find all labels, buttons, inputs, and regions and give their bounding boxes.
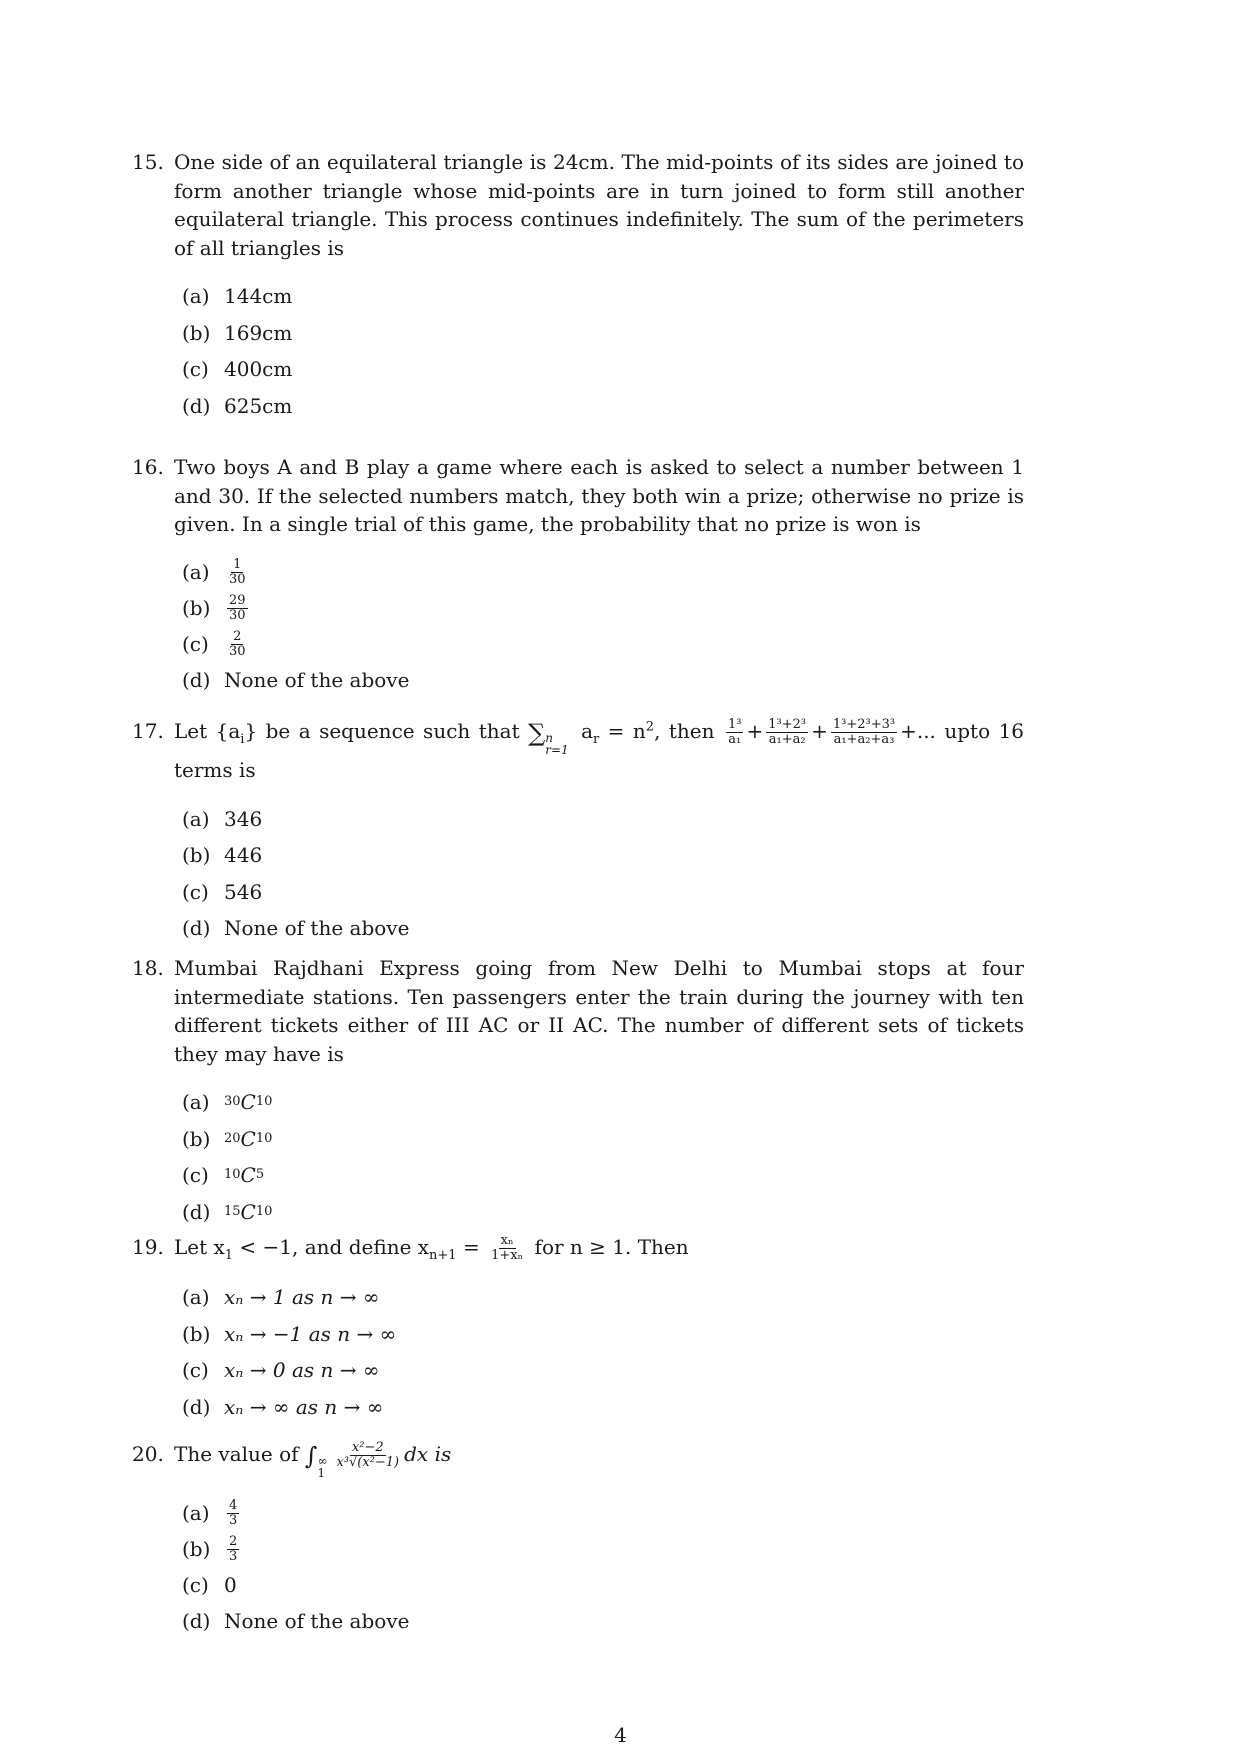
sum-limits [545,732,568,756]
option-value: xₙ → 0 as n → ∞ [224,1358,380,1382]
question-16 [132,453,1024,699]
option-c[interactable] [182,1157,1024,1194]
option-a[interactable] [182,1495,1024,1531]
text-segment: , then [654,719,715,743]
option-label: (c) [182,1358,209,1382]
integral-sign: ∫ [304,1442,318,1470]
option-value: 400cm [224,357,293,381]
option-value: 144cm [224,284,293,308]
option-label: (b) [182,320,211,345]
text-segment: = n [599,719,646,743]
series-fraction-3 [831,718,897,747]
question-19 [132,1233,1024,1425]
subscript: i [240,732,245,747]
numerator: 1 [233,557,242,572]
option-b[interactable] [182,837,1024,874]
option-a[interactable] [182,278,1024,315]
page-number: 4 [614,1723,627,1747]
denominator: a₁+a₂+a₃ [833,732,895,747]
text-segment: Let x [174,1235,225,1259]
option-label: (a) [182,1285,210,1309]
question-text [174,1233,1024,1263]
option-label: (a) [182,1090,210,1114]
sum-upper: n [545,731,553,745]
option-label: (a) [182,1500,210,1525]
subscript: 1 [224,1248,234,1263]
option-value: None of the above [224,668,410,693]
option-value: 546 [224,879,263,904]
option-value: 20 C 10 [224,1125,272,1154]
option-d[interactable] [182,910,1024,947]
question-number: 16. [132,455,164,479]
question-number: 19. [132,1235,164,1259]
option-value: None of the above [224,1608,410,1633]
sum-lower: r=1 [545,743,569,757]
option-d[interactable] [182,1389,1024,1426]
options-list [182,278,1024,424]
question-18 [132,954,1024,1230]
option-fraction [227,558,248,587]
option-value: 15 C 10 [224,1198,272,1227]
question-17 [132,717,1024,947]
numerator: 2 [233,629,242,644]
option-fraction [227,1499,239,1528]
recurrence-fraction [489,1234,525,1263]
question-number: 18. [132,956,164,980]
numerator: 4 [229,1497,238,1513]
option-label: (d) [182,1608,211,1633]
combination-symbol: C [240,1163,256,1187]
option-label: (a) [182,560,210,585]
question-number: 17. [132,719,164,743]
combination-symbol: C [240,1090,256,1114]
option-value: 10 C 5 [224,1161,264,1190]
superscript: 2 [645,719,655,735]
option-label: (c) [182,879,209,904]
option-c[interactable] [182,627,1024,663]
option-b[interactable] [182,1531,1024,1567]
denominator: a₁ [728,732,742,747]
denominator: 30 [229,572,246,587]
subscript: n+1 [429,1248,457,1263]
option-c[interactable] [182,1567,1024,1603]
option-label: (b) [182,596,211,621]
text-segment: for n ≥ 1. Then [528,1235,689,1259]
option-label: (b) [182,1126,211,1151]
integral-lower: 1 [317,1466,326,1480]
denominator: a₁+a₂ [768,732,806,747]
numerator: 2 [229,1533,238,1549]
option-b[interactable] [182,1121,1024,1158]
option-value: None of the above [224,916,410,940]
numerator: 29 [229,593,246,608]
option-c[interactable] [182,351,1024,388]
option-d[interactable] [182,1603,1024,1639]
option-label: (a) [182,284,210,308]
option-b[interactable] [182,315,1024,352]
option-c[interactable] [182,1352,1024,1389]
options-list [182,1495,1024,1639]
numerator: 1³+2³ [768,717,807,732]
question-15 [132,148,1024,424]
question-text: One side of an equilateral triangle is 24cm. The mid-points of its sides are joined to form another triangle whose mid-points are in turn joined to form still another equilateral triangle. This process continues indefinitely. The sum of the perimeters of all triangles is [174,150,1024,260]
option-label: (c) [182,357,209,381]
option-label: (b) [182,1536,211,1561]
option-label: (b) [182,1321,211,1346]
numerator: 1³+2³+3³ [832,717,896,732]
option-value: xₙ → ∞ as n → ∞ [224,1394,384,1419]
options-list [182,1279,1024,1425]
denominator: 1+xₙ [491,1248,524,1263]
series-fraction-1 [726,718,743,747]
option-fraction [227,594,248,623]
option-label: (d) [182,916,211,940]
option-value: xₙ → 1 as n → ∞ [224,1285,380,1309]
text-segment: +... upto 16 terms is [174,719,1025,782]
option-a[interactable] [182,1279,1024,1316]
options-list [182,801,1024,947]
option-label: (d) [182,1199,211,1224]
option-value: 446 [224,843,263,867]
options-list [182,1084,1024,1230]
option-value: 346 [224,806,263,831]
numerator: x²−2 [351,1440,384,1455]
subscript: r [593,732,600,747]
question-text: Mumbai Rajdhani Express going from New Delhi to Mumbai stops at four intermediate stations. Ten passengers enter the train during the journey with ten different tickets either of III AC or II AC. The number of different sets of tickets they may have is [174,956,1024,1066]
option-label: (d) [182,1394,211,1419]
question-text: Two boys A and B play a game where each is asked to select a number between 1 and 30. If the selected numbers match, they both win a prize; otherwise no prize is given. In a single trial of this game, the probability that no prize is won is [174,455,1024,536]
denominator: x³√(x²−1) [336,1455,400,1470]
integral-limits [317,1455,327,1479]
question-20 [132,1440,1024,1639]
option-a[interactable] [182,555,1024,591]
option-label: (c) [182,632,209,657]
option-value: 625cm [224,393,293,418]
text-segment: } be a sequence such that [244,719,529,743]
option-d[interactable] [182,1194,1024,1231]
numerator: 1³ [727,717,742,732]
question-text [174,1440,1024,1479]
numerator: xₙ [500,1233,514,1248]
option-value: 0 [224,1572,237,1597]
text-segment: = [456,1235,487,1259]
option-fraction [227,630,248,659]
integral-upper: ∞ [317,1454,328,1468]
series-fraction-2 [766,718,808,747]
option-value: 169cm [224,320,293,345]
option-fraction [227,1535,239,1564]
text-segment: The value of [174,1442,305,1466]
option-label: (d) [182,393,211,418]
option-d[interactable] [182,388,1024,425]
combination-symbol: C [240,1199,256,1224]
text-segment: a [572,719,594,743]
option-label: (c) [182,1572,209,1597]
text-segment: dx is [404,1442,452,1466]
question-number: 15. [132,150,164,174]
denominator: 30 [229,608,246,623]
option-d[interactable] [182,663,1024,699]
option-b[interactable] [182,591,1024,627]
option-label: (d) [182,668,211,693]
option-label: (b) [182,843,211,867]
option-c[interactable] [182,874,1024,911]
option-a[interactable] [182,1084,1024,1121]
text-segment: < −1, and define x [233,1235,430,1259]
question-text: Let $\{a_i\}$ be a sequence such that ∑ n r=1 $a_r = n^2$, then $\frac{\text{1³}}{\text{a₁}}$ + $\frac{\text{1³+2³}}{\text{a₁+a₂}}$ + $\frac{\text{1³+2³+3³}}{\text{a₁+a₂+a₃}}$ +... upto 16 terms is [174,717,1025,782]
option-b[interactable] [182,1316,1024,1353]
option-value: 30 C 10 [224,1088,272,1117]
options-list [182,555,1024,699]
denominator: 3 [229,1512,238,1528]
combination-symbol: C [240,1126,256,1151]
option-label: (c) [182,1163,209,1187]
option-a[interactable] [182,801,1024,838]
option-value: xₙ → −1 as n → ∞ [224,1321,397,1346]
denominator: 30 [229,644,246,659]
text-segment: Let {a [174,719,241,743]
denominator: 3 [229,1548,238,1564]
option-label: (a) [182,806,210,831]
question-number: 20. [132,1442,164,1466]
sum-sign: ∑ [528,719,546,747]
integrand-fraction [334,1441,401,1470]
